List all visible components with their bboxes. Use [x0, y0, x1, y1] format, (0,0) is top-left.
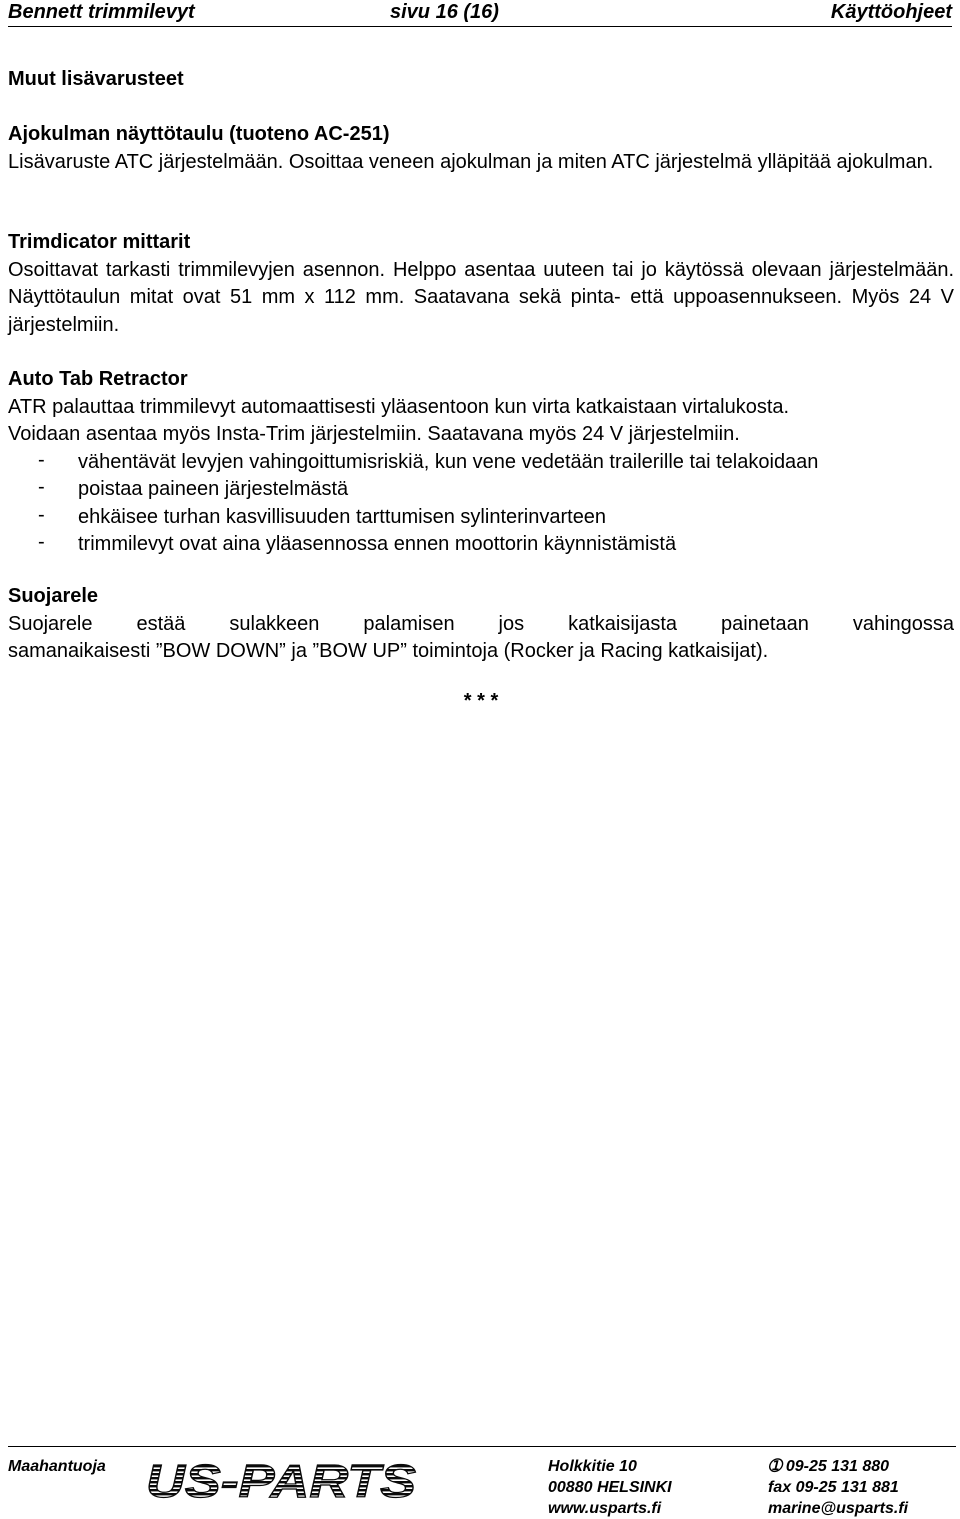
- email-link[interactable]: marine@usparts.fi: [768, 1500, 909, 1517]
- section-ajokulma: [8, 121, 954, 176]
- list-item: [8, 449, 954, 477]
- section-body: Osoittavat tarkasti trimmilevyjen asennon. Helppo asentaa uuteen tai jo käytössä olevaan järjestelmään. Näyttötaulun mitat ovat 51 mm x 112 mm. Saatavana sekä pinta- että uppoasennukseen. Myös 24 V järjestelmiin.: [8, 258, 954, 336]
- header-page-number: sivu 16 (16): [390, 1, 499, 23]
- section-auto-tab-retractor: [8, 366, 954, 559]
- list-item: [8, 531, 954, 559]
- list-item-text: vähentävät levyjen vahingoittumisriskiä, kun vene vedetään trailerille tai telakoidaan: [78, 450, 819, 473]
- list-item-text: ehkäisee turhan kasvillisuuden tarttumisen sylinterinvarteen: [78, 505, 607, 528]
- us-parts-logo: [146, 1461, 421, 1503]
- website-link[interactable]: www.usparts.fi: [548, 1500, 662, 1517]
- section-trimdicator: [8, 229, 954, 339]
- phone-number: ➀ 09-25 131 880: [768, 1458, 890, 1475]
- section-body: Lisävaruste ATC järjestelmään. Osoittaa veneen ajokulman ja miten ATC järjestelmä ylläpitää ajokulman.: [8, 150, 934, 173]
- footer-contact: [768, 1456, 908, 1519]
- list-item-text: trimmilevyt ovat aina yläasennossa ennen moottorin käynnistämistä: [78, 533, 677, 555]
- page-title: Muut lisävarusteet: [8, 68, 184, 90]
- city-address: 00880 HELSINKI: [548, 1479, 672, 1496]
- list-item: [8, 476, 954, 504]
- section-heading: Suojarele: [8, 585, 99, 607]
- dash-bullet: -: [38, 448, 45, 471]
- header-product: Bennett trimmilevyt: [8, 1, 195, 23]
- section-heading: Ajokulman näyttötaulu (tuoteno AC-251): [8, 123, 390, 145]
- importer-label: Maahantuoja: [8, 1458, 106, 1475]
- dash-bullet: -: [38, 503, 45, 526]
- dash-bullet: -: [38, 476, 45, 498]
- header-doc-type: Käyttöohjeet: [830, 1, 952, 23]
- list-item: [8, 504, 954, 532]
- footer-importer: [8, 1456, 106, 1477]
- street-address: Holkkitie 10: [548, 1458, 637, 1475]
- section-line: Voidaan asentaa myös Insta-Trim järjestelmiin. Saatavana myös 24 V järjestelmiin.: [8, 423, 740, 445]
- page-footer: [8, 1446, 956, 1517]
- section-line: samanaikaisesti ”BOW DOWN” ja ”BOW UP” toimintoja (Rocker ja Racing katkaisijat).: [8, 640, 769, 662]
- dash-bullet: -: [38, 531, 45, 553]
- section-heading: Trimdicator mittarit: [8, 231, 191, 253]
- logo-lettering: US-PARTS: [146, 1461, 417, 1503]
- section-suojarele: [8, 583, 954, 666]
- page-header: [8, 0, 952, 27]
- list-item-text: poistaa paineen järjestelmästä: [78, 478, 349, 500]
- footer-address: [548, 1456, 672, 1519]
- fax-number: fax 09-25 131 881: [768, 1479, 899, 1496]
- section-heading: Auto Tab Retractor: [8, 368, 188, 390]
- section-line: Suojarele estää sulakkeen palamisen jos katkaisijasta painetaan vahingossa: [8, 612, 954, 635]
- end-stars: * * *: [463, 690, 499, 712]
- section-line: ATR palauttaa trimmilevyt automaattisesti yläasentoon kun virta katkaistaan virtalukosta.: [8, 395, 790, 418]
